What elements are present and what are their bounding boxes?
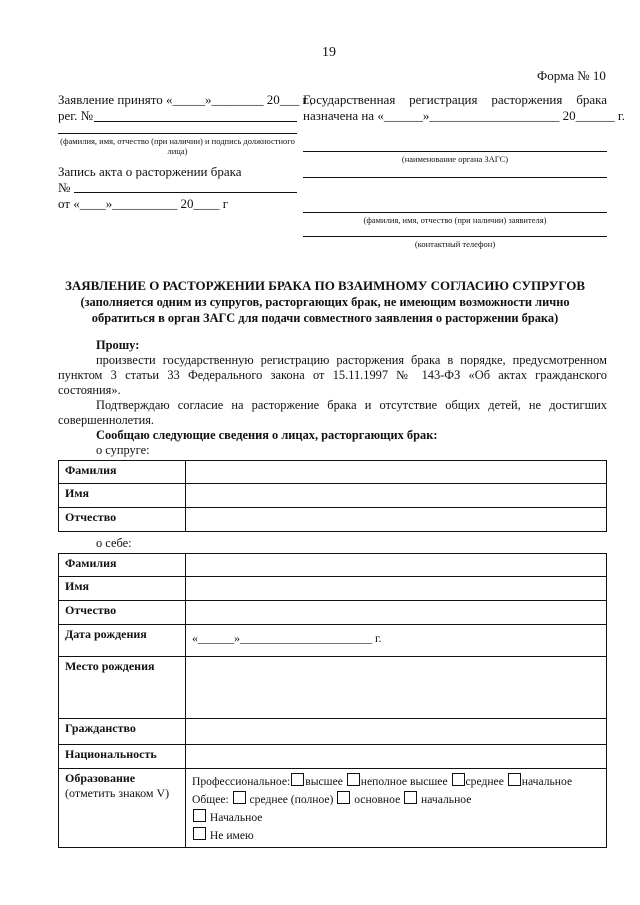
self-birth-date-label: Дата рождения — [59, 625, 186, 657]
edu-full-secondary-label: среднее (полное) — [249, 793, 334, 806]
spouse-table — [58, 460, 607, 532]
self-row-name — [59, 577, 607, 601]
edu-none-checkbox[interactable] — [193, 827, 206, 840]
scheduled-date: назначена на «______»____________________ 20______ г. — [303, 108, 625, 123]
document-title: ЗАЯВЛЕНИЕ О РАСТОРЖЕНИИ БРАКА ПО ВЗАИМНОМУ СОГЛАСИЮ СУПРУГОВ — [64, 278, 586, 293]
self-row-birth-place — [59, 657, 607, 719]
spouse-label: о супруге: — [96, 443, 150, 457]
self-row-citizenship — [59, 719, 607, 745]
document-subtitle-2: обратиться в орган ЗАГС для подачи совместного заявления о расторжении брака) — [91, 311, 559, 325]
zags-extra-line — [303, 177, 607, 178]
request-text-2: пунктом 3 статьи 33 Федерального закона от 15.11.1997 № 143-ФЗ «Об актах гражданского — [58, 368, 607, 382]
edu-initial-checkbox[interactable] — [193, 809, 206, 822]
spouse-patronymic-label: Отчество — [59, 508, 186, 532]
phone-caption: (контактный телефон) — [414, 239, 496, 249]
edu-initial-row — [192, 809, 600, 827]
edu-professional-row — [192, 773, 600, 791]
spouse-row-patronymic — [59, 508, 607, 532]
edu-basic-label: основное — [354, 793, 401, 806]
edu-general-label: Общее: — [192, 793, 229, 806]
edu-none-label: Не имею — [209, 829, 254, 842]
record-number-label: № — [58, 180, 71, 195]
self-row-education — [59, 769, 607, 848]
edu-initial-label: Начальное — [209, 811, 263, 824]
self-nationality-field[interactable] — [186, 745, 607, 769]
edu-incomplete-higher-checkbox[interactable] — [347, 773, 360, 786]
spouse-patronymic-field[interactable] — [186, 508, 607, 532]
self-row-surname — [59, 554, 607, 577]
request-text-3: состояния». — [58, 383, 121, 397]
info-heading: Сообщаю следующие сведения о лицах, расторгающих брак: — [96, 428, 438, 442]
edu-full-secondary-checkbox[interactable] — [233, 791, 246, 804]
spouse-row-name — [59, 484, 607, 508]
official-signature-caption: (фамилия, имя, отчество (при наличии) и подпись должностного лица) — [60, 136, 295, 156]
applicant-name-line — [303, 212, 607, 213]
self-nationality-label: Национальность — [59, 745, 186, 769]
zags-name-line — [303, 151, 607, 152]
form-number: Форма № 10 — [537, 68, 606, 83]
consent-text-1: Подтверждаю согласие на расторжение брака и отсутствие общих детей, не достигших — [96, 398, 607, 412]
edu-primary-general-checkbox[interactable] — [404, 791, 417, 804]
edu-general-row — [192, 791, 600, 809]
self-patronymic-field[interactable] — [186, 601, 607, 625]
record-date: от «____»__________ 20____ г — [58, 196, 229, 211]
self-birth-date-field[interactable] — [186, 625, 607, 657]
edu-primary-label: начальное — [521, 775, 573, 788]
edu-incomplete-higher-label: неполное высшее — [360, 775, 448, 788]
applicant-name-caption: (фамилия, имя, отчество (при наличии) заявителя) — [363, 215, 547, 225]
accepted-line: Заявление принято «_____»________ 20___ г., — [58, 92, 313, 107]
self-name-field[interactable] — [186, 577, 607, 601]
self-education-hint: (отметить знаком V) — [65, 786, 170, 800]
self-citizenship-label: Гражданство — [59, 719, 186, 745]
edu-primary-general-label: начальное — [421, 793, 472, 806]
birth-date-value: «______»______________________ г. — [192, 631, 382, 645]
spouse-surname-label: Фамилия — [59, 461, 186, 484]
self-row-nationality — [59, 745, 607, 769]
edu-none-row — [192, 827, 600, 845]
self-birth-place-field[interactable] — [186, 657, 607, 719]
edu-secondary-label: среднее — [465, 775, 504, 788]
official-signature-line — [58, 133, 297, 134]
zags-name-caption: (наименование органа ЗАГС) — [401, 154, 509, 164]
edu-higher-label: высшее — [305, 775, 343, 788]
consent-text-2: совершеннолетия. — [58, 413, 155, 427]
edu-higher-checkbox[interactable] — [291, 773, 304, 786]
reg-number-line — [94, 121, 297, 122]
edu-secondary-checkbox[interactable] — [452, 773, 465, 786]
self-row-patronymic — [59, 601, 607, 625]
self-birth-place-label: Место рождения — [59, 657, 186, 719]
self-row-birth-date — [59, 625, 607, 657]
spouse-surname-field[interactable] — [186, 461, 607, 484]
self-surname-label: Фамилия — [59, 554, 186, 577]
phone-line — [303, 236, 607, 237]
record-number-line — [74, 192, 297, 193]
self-table — [58, 553, 607, 848]
self-citizenship-field[interactable] — [186, 719, 607, 745]
edu-professional-label: Профессиональное: — [192, 775, 291, 788]
self-name-label: Имя — [59, 577, 186, 601]
record-title: Запись акта о расторжении брака — [58, 164, 242, 179]
page-number: 19 — [322, 45, 336, 60]
self-education-label-cell — [59, 769, 186, 848]
edu-basic-checkbox[interactable] — [337, 791, 350, 804]
spouse-name-field[interactable] — [186, 484, 607, 508]
spouse-name-label: Имя — [59, 484, 186, 508]
self-education-options — [186, 769, 607, 848]
self-patronymic-label: Отчество — [59, 601, 186, 625]
self-label: о себе: — [96, 536, 132, 550]
document-subtitle-1: (заполняется одним из супругов, расторгающих брак, не имеющим возможности лично — [80, 295, 570, 309]
reg-number-label: рег. № — [58, 108, 94, 123]
self-surname-field[interactable] — [186, 554, 607, 577]
request-heading: Прошу: — [96, 338, 140, 352]
edu-primary-checkbox[interactable] — [508, 773, 521, 786]
self-education-label: Образование — [65, 771, 136, 785]
request-text-1: произвести государственную регистрацию расторжения брака в порядке, предусмотренном — [96, 353, 607, 367]
registration-line: Государственная регистрация расторжения брака — [303, 92, 607, 107]
spouse-row-surname — [59, 461, 607, 484]
